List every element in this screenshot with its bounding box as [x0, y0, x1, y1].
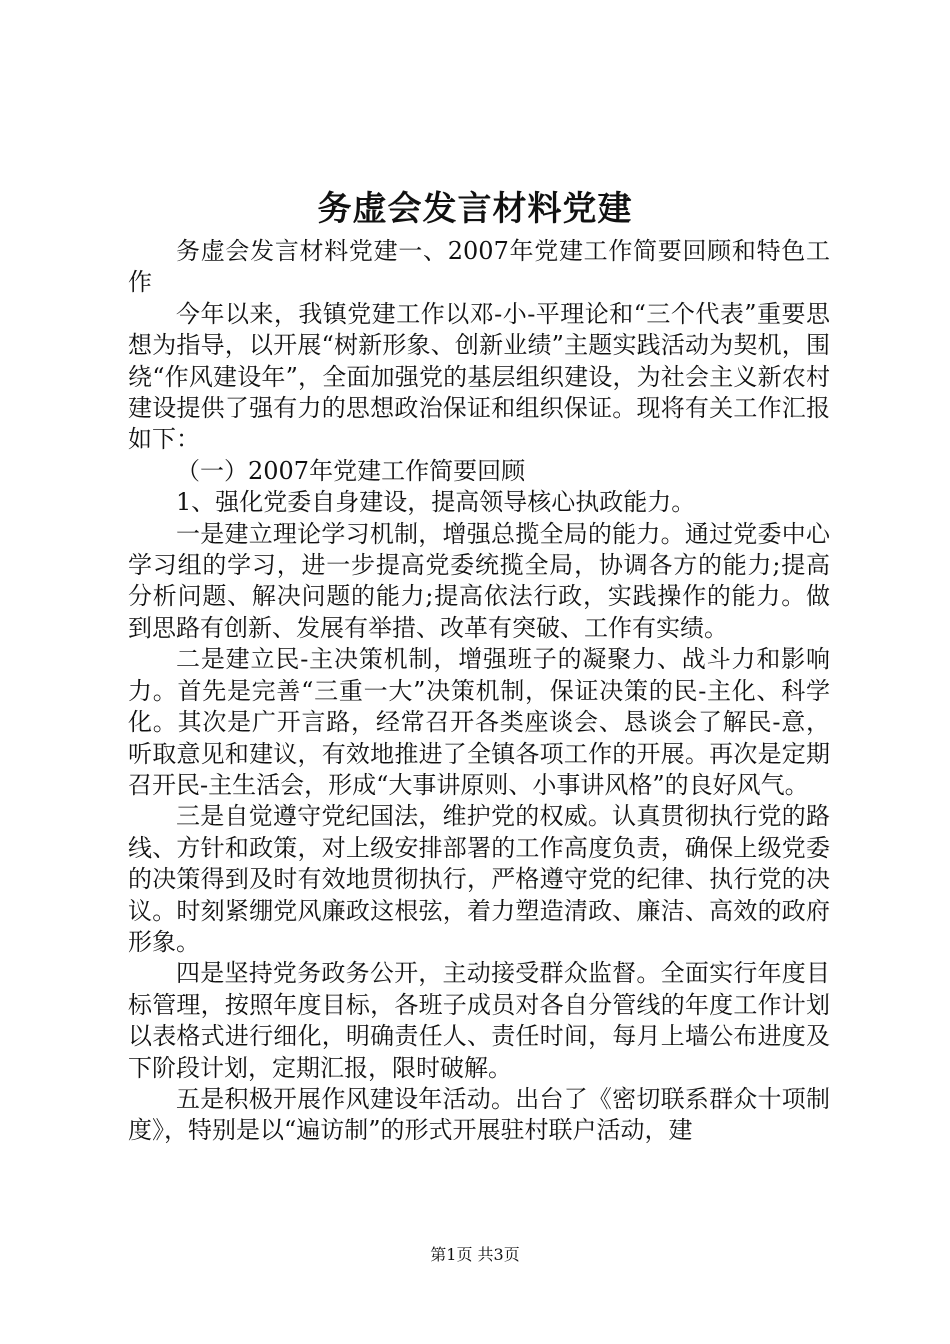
page-number-footer: 第1页 共3页 — [430, 1245, 520, 1264]
section-heading-review: （一）2007年党建工作简要回顾 — [176, 456, 526, 485]
subsection-heading-1: 1、强化党委自身建设，提高领导核心执政能力。 — [176, 488, 696, 517]
document-title: 务虚会发言材料党建 — [317, 189, 633, 229]
document-body — [128, 236, 830, 1147]
paragraph-intro-heading: 务虚会发言材料党建一、2007年党建工作简要回顾和特色工作 — [128, 237, 830, 297]
paragraph-point-2: 二是建立民-主决策机制，增强班子的凝聚力、战斗力和影响力。首先是完善“三重一大”决策机制，保证决策的民-主化、科学化。其次是广开言路，经常召开各类座谈会、恳谈会了解民-意，听取意见和建议，有效地推进了全镇各项工作的开展。再次是定期召开民-主生活会，形成“大事讲原则、小事讲风格”的良好风气。 — [128, 645, 830, 799]
paragraph-point-1: 一是建立理论学习机制，增强总揽全局的能力。通过党委中心学习组的学习，进一步提高党委统揽全局，协调各方的能力;提高分析问题、解决问题的能力;提高依法行政，实践操作的能力。做到思路有创新、发展有举措、改革有突破、工作有实绩。 — [128, 519, 830, 642]
paragraph-point-4: 四是坚持党务政务公开，主动接受群众监督。全面实行年度目标管理，按照年度目标，各班子成员对各自分管线的年度工作计划以表格式进行细化，明确责任人、责任时间，每月上墙公布进度及下阶段计划，定期汇报，限时破解。 — [128, 959, 830, 1082]
paragraph-overview: 今年以来，我镇党建工作以邓-小-平理论和“三个代表”重要思想为指导，以开展“树新形象、创新业绩”主题实践活动为契机，围绕“作风建设年”，全面加强党的基层组织建设，为社会主义新农村建设提供了强有力的思想政治保证和组织保证。现将有关工作汇报如下： — [128, 299, 830, 454]
paragraph-point-3: 三是自觉遵守党纪国法，维护党的权威。认真贯彻执行党的路线、方针和政策，对上级安排部署的工作高度负责，确保上级党委的决策得到及时有效地贯彻执行，严格遵守党的纪律、执行党的决议。时刻紧绷党风廉政这根弦，着力塑造清政、廉洁、高效的政府形象。 — [128, 802, 830, 956]
paragraph-point-5: 五是积极开展作风建设年活动。出台了《密切联系群众十项制度》，特别是以“遍访制”的形式开展驻村联户活动，建 — [128, 1084, 830, 1145]
